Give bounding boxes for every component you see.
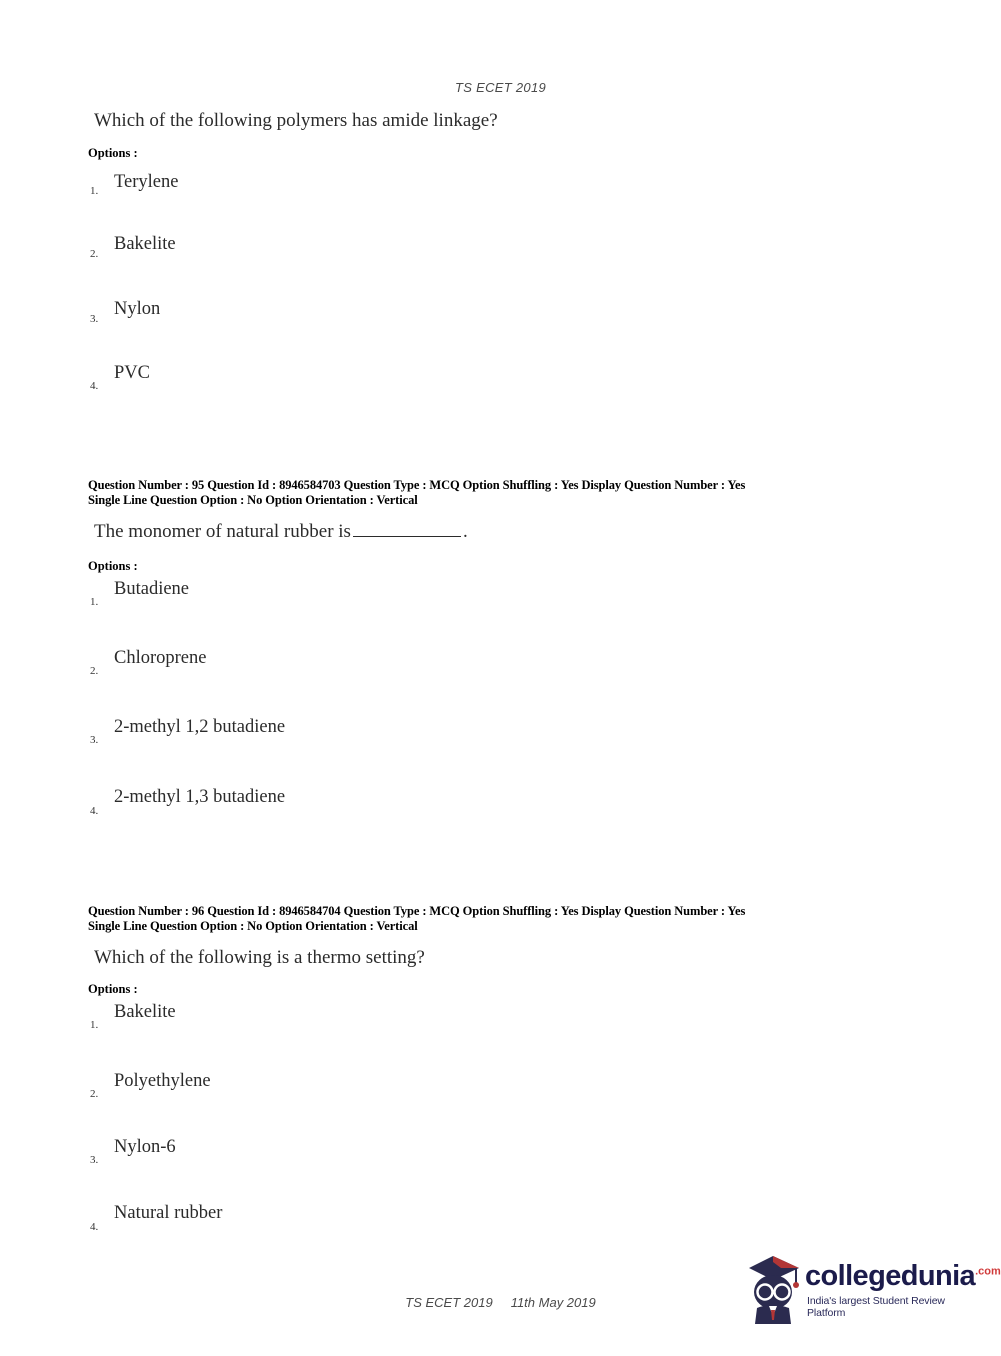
option-text: Natural rubber [114, 1203, 223, 1224]
question-text [94, 519, 888, 545]
option-row[interactable] [88, 354, 888, 418]
option-row[interactable] [88, 779, 888, 848]
option-text: Bakelite [114, 233, 176, 254]
option-text: Bakelite [114, 1002, 176, 1023]
option-number: 4. [90, 1221, 99, 1234]
section-gap [88, 848, 888, 904]
question-block [88, 478, 888, 848]
options-label: Options : [88, 558, 138, 573]
option-number: 4. [90, 379, 99, 392]
option-row[interactable] [88, 710, 888, 779]
logo-tagline: India's largest Student Review Platform [807, 1295, 945, 1319]
section-gap [88, 418, 888, 478]
option-number: 3. [90, 1154, 99, 1167]
option-text: Terylene [114, 171, 179, 192]
option-number: 3. [90, 312, 99, 325]
option-row[interactable] [88, 1131, 888, 1197]
option-number: 2. [90, 664, 99, 677]
option-number: 2. [90, 1088, 99, 1101]
options-label: Options : [88, 982, 138, 997]
question-block [88, 904, 888, 1258]
option-text: Nylon-6 [114, 1137, 176, 1158]
footer-exam-label: TS ECET 2019 [405, 1295, 493, 1310]
option-text: Butadiene [114, 578, 190, 599]
logo-suffix: .com [975, 1265, 1001, 1278]
options-label: Options : [88, 145, 138, 160]
option-number: 1. [90, 1019, 99, 1032]
option-number: 2. [90, 247, 99, 260]
question-text: Which of the following polymers has amide linkage? [94, 110, 498, 131]
logo-name: collegedunia [805, 1260, 976, 1292]
option-row[interactable] [88, 226, 888, 290]
question-metadata [88, 478, 888, 509]
question-metadata-line2: Single Line Question Option : No Option Orientation : Vertical [88, 493, 418, 508]
option-row[interactable] [88, 576, 888, 643]
option-number: 1. [90, 595, 99, 608]
questions-container [88, 108, 888, 1257]
question-metadata-line1: Question Number : 96 Question Id : 8946584704 Question Type : MCQ Option Shuffling : Yes Display Question Number : Yes [88, 903, 746, 918]
question-text-after-blank: . [462, 520, 468, 542]
question-metadata-line2: Single Line Question Option : No Option Orientation : Vertical [88, 919, 418, 934]
question-text: Which of the following is a thermo setting? [94, 946, 425, 968]
option-text: 2-methyl 1,2 butadiene [114, 716, 286, 737]
option-row[interactable] [88, 1065, 888, 1131]
option-row[interactable] [88, 999, 888, 1065]
option-text: PVC [114, 362, 150, 383]
footer-date-label: 11th May 2019 [510, 1295, 596, 1310]
logo-wordmark [805, 1260, 1001, 1293]
option-row[interactable] [88, 290, 888, 354]
question-text-before-blank: The monomer of natural rubber is [94, 520, 351, 542]
option-text: Chloroprene [114, 647, 207, 668]
option-row[interactable] [88, 643, 888, 710]
option-text: 2-methyl 1,3 butadiene [114, 786, 286, 807]
question-metadata [88, 904, 888, 935]
option-text: Polyethylene [114, 1071, 211, 1092]
option-text: Nylon [114, 298, 161, 319]
option-row[interactable] [88, 163, 888, 226]
question-block [88, 108, 888, 418]
page-header-exam-label: TS ECET 2019 [454, 80, 547, 95]
answer-blank [353, 522, 461, 537]
question-metadata-line1: Question Number : 95 Question Id : 8946584703 Question Type : MCQ Option Shuffling : Yes Display Question Number : Yes [88, 477, 746, 492]
option-number: 1. [90, 184, 99, 197]
option-number: 4. [90, 804, 99, 817]
option-number: 3. [90, 733, 99, 746]
collegedunia-logo [743, 1246, 1001, 1328]
